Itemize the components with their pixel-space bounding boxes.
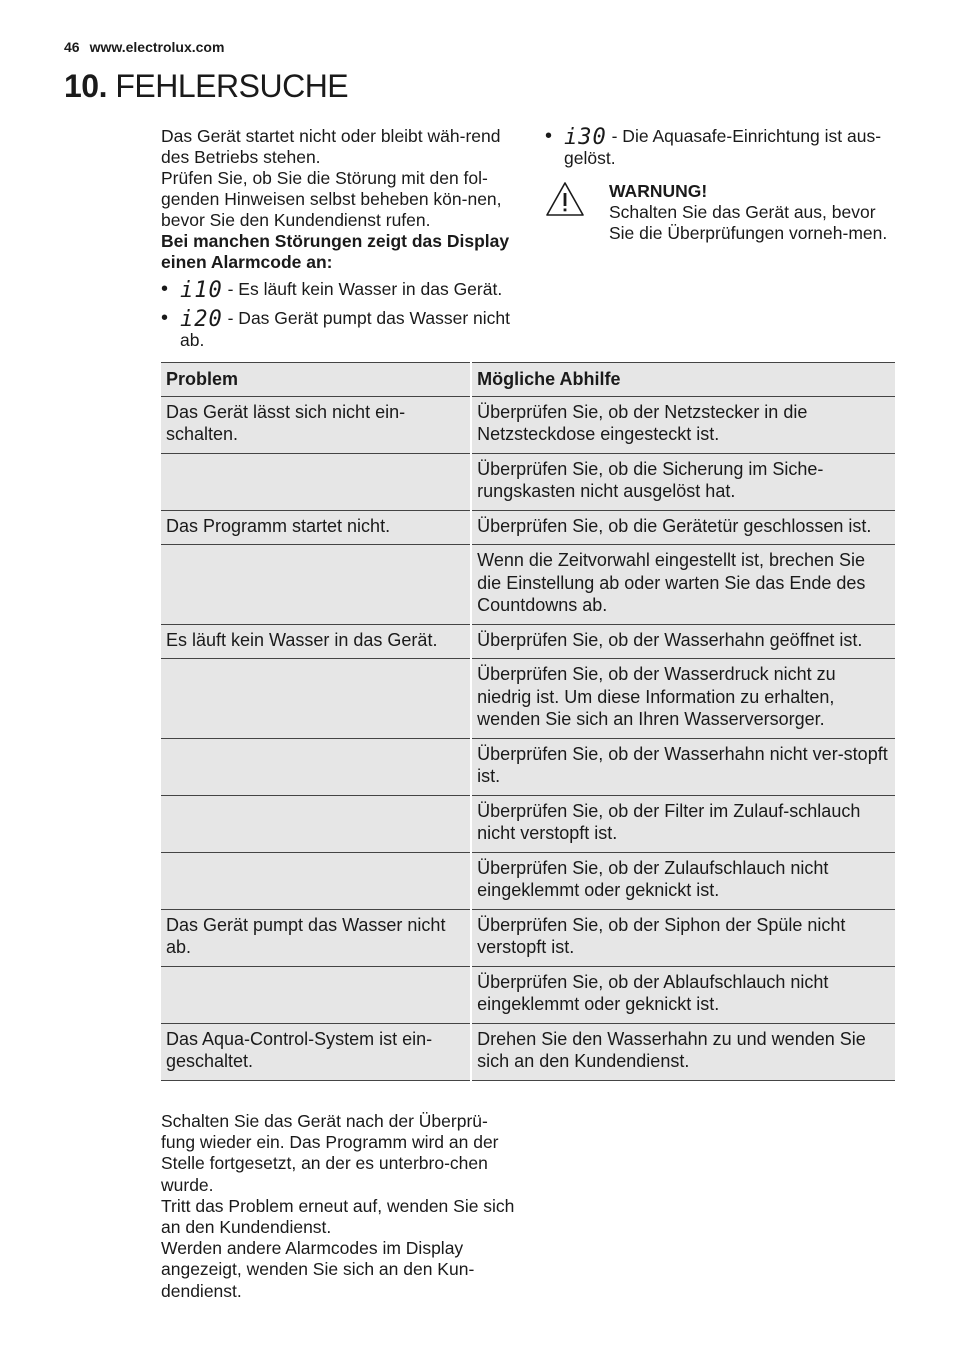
table-row	[161, 909, 895, 966]
column-header-remedy: Mögliche Abhilfe	[471, 363, 895, 397]
warning-title: WARNUNG!	[609, 181, 708, 201]
page-header	[64, 39, 224, 55]
table-row	[161, 738, 895, 795]
section-title-text: FEHLERSUCHE	[115, 68, 349, 104]
alarm-code: i30	[564, 125, 607, 150]
warning-triangle-icon	[545, 181, 585, 217]
remedy-cell: Überprüfen Sie, ob der Filter im Zulauf-schlauch nicht verstopft ist.	[471, 795, 895, 852]
alarm-text: - Das Gerät pumpt das Wasser nicht ab.	[180, 308, 510, 350]
page-number: 46	[64, 39, 80, 55]
warning-content	[609, 181, 905, 244]
intro-paragraph-2: Prüfen Sie, ob Sie die Störung mit den fol-genden Hinweisen selbst beheben kön-nen, bevor Sie den Kundendienst rufen.	[161, 168, 502, 230]
problem-cell: Das Programm startet nicht.	[161, 510, 471, 545]
problem-cell: Das Gerät pumpt das Wasser nicht ab.	[161, 909, 471, 966]
remedy-cell: Überprüfen Sie, ob der Wasserhahn geöffnet ist.	[471, 624, 895, 659]
intro-column	[161, 126, 521, 358]
table-header-row	[161, 363, 895, 397]
remedy-cell: Überprüfen Sie, ob der Ablaufschlauch nicht eingeklemmt oder geknickt ist.	[471, 966, 895, 1023]
warning-text: Schalten Sie das Gerät aus, bevor Sie die Überprüfungen vorneh-men.	[609, 202, 888, 243]
remedy-cell: Überprüfen Sie, ob der Siphon der Spüle nicht verstopft ist.	[471, 909, 895, 966]
warning-box	[545, 181, 905, 244]
problem-cell: Das Aqua-Control-System ist ein-geschaltet.	[161, 1023, 471, 1080]
intro-paragraph-3: Bei manchen Störungen zeigt das Display einen Alarmcode an:	[161, 231, 510, 272]
alarm-list	[545, 126, 905, 169]
bullet-icon: •	[545, 125, 553, 147]
footer-paragraph-3: Werden andere Alarmcodes im Display angezeigt, wenden Sie sich an den Kun-dendienst.	[161, 1238, 475, 1301]
footer-text	[161, 1111, 521, 1302]
alarm-list	[161, 279, 521, 351]
problem-cell	[161, 659, 471, 739]
remedy-cell: Überprüfen Sie, ob der Netzstecker in die Netzsteckdose eingesteckt ist.	[471, 396, 895, 453]
table-row	[161, 396, 895, 453]
table-row	[161, 510, 895, 545]
alarm-item	[161, 279, 521, 301]
problem-cell	[161, 453, 471, 510]
table-row	[161, 852, 895, 909]
column-header-problem: Problem	[161, 363, 471, 397]
problem-cell: Es läuft kein Wasser in das Gerät.	[161, 624, 471, 659]
table-row	[161, 659, 895, 739]
table-row	[161, 966, 895, 1023]
problem-cell	[161, 852, 471, 909]
table-row	[161, 795, 895, 852]
remedy-cell: Überprüfen Sie, ob der Zulaufschlauch nicht eingeklemmt oder geknickt ist.	[471, 852, 895, 909]
remedy-cell: Überprüfen Sie, ob die Sicherung im Siche-rungskasten nicht ausgelöst hat.	[471, 453, 895, 510]
table-row	[161, 545, 895, 625]
intro-paragraph-1: Das Gerät startet nicht oder bleibt wäh-rend des Betriebs stehen.	[161, 126, 501, 167]
footer-paragraph-1: Schalten Sie das Gerät nach der Überprü-fung wieder ein. Das Programm wird an der Stelle fortgesetzt, an der es unterbro-chen wurde.	[161, 1111, 499, 1195]
alarm-item	[161, 308, 521, 351]
remedy-cell: Überprüfen Sie, ob der Wasserdruck nicht zu niedrig ist. Um diese Information zu erhalten, wenden Sie sich an Ihren Wasserversorger.	[471, 659, 895, 739]
alarm-code: i20	[180, 307, 223, 332]
section-number: 10.	[64, 68, 107, 104]
right-column	[545, 126, 905, 244]
troubleshooting-table	[161, 362, 895, 1081]
problem-cell	[161, 738, 471, 795]
remedy-cell: Drehen Sie den Wasserhahn zu und wenden Sie sich an den Kundendienst.	[471, 1023, 895, 1080]
footer-paragraph-2: Tritt das Problem erneut auf, wenden Sie sich an den Kundendienst.	[161, 1195, 515, 1238]
site-url: www.electrolux.com	[89, 39, 225, 55]
remedy-cell: Wenn die Zeitvorwahl eingestellt ist, brechen Sie die Einstellung ab oder warten Sie das Ende des Countdowns ab.	[471, 545, 895, 625]
remedy-cell: Überprüfen Sie, ob die Gerätetür geschlossen ist.	[471, 510, 895, 545]
remedy-cell: Überprüfen Sie, ob der Wasserhahn nicht ver-stopft ist.	[471, 738, 895, 795]
table-row	[161, 453, 895, 510]
section-title	[64, 68, 348, 105]
alarm-text: - Es läuft kein Wasser in das Gerät.	[222, 279, 503, 299]
bullet-icon: •	[161, 278, 169, 300]
bullet-icon: •	[161, 307, 169, 329]
problem-cell: Das Gerät lässt sich nicht ein-schalten.	[161, 396, 471, 453]
problem-cell	[161, 966, 471, 1023]
problem-cell	[161, 795, 471, 852]
alarm-text: - Die Aquasafe-Einrichtung ist aus-gelöst.	[564, 126, 882, 168]
alarm-code: i10	[180, 278, 223, 303]
table-row	[161, 624, 895, 659]
problem-cell	[161, 545, 471, 625]
alarm-item	[545, 126, 905, 169]
table-row	[161, 1023, 895, 1080]
